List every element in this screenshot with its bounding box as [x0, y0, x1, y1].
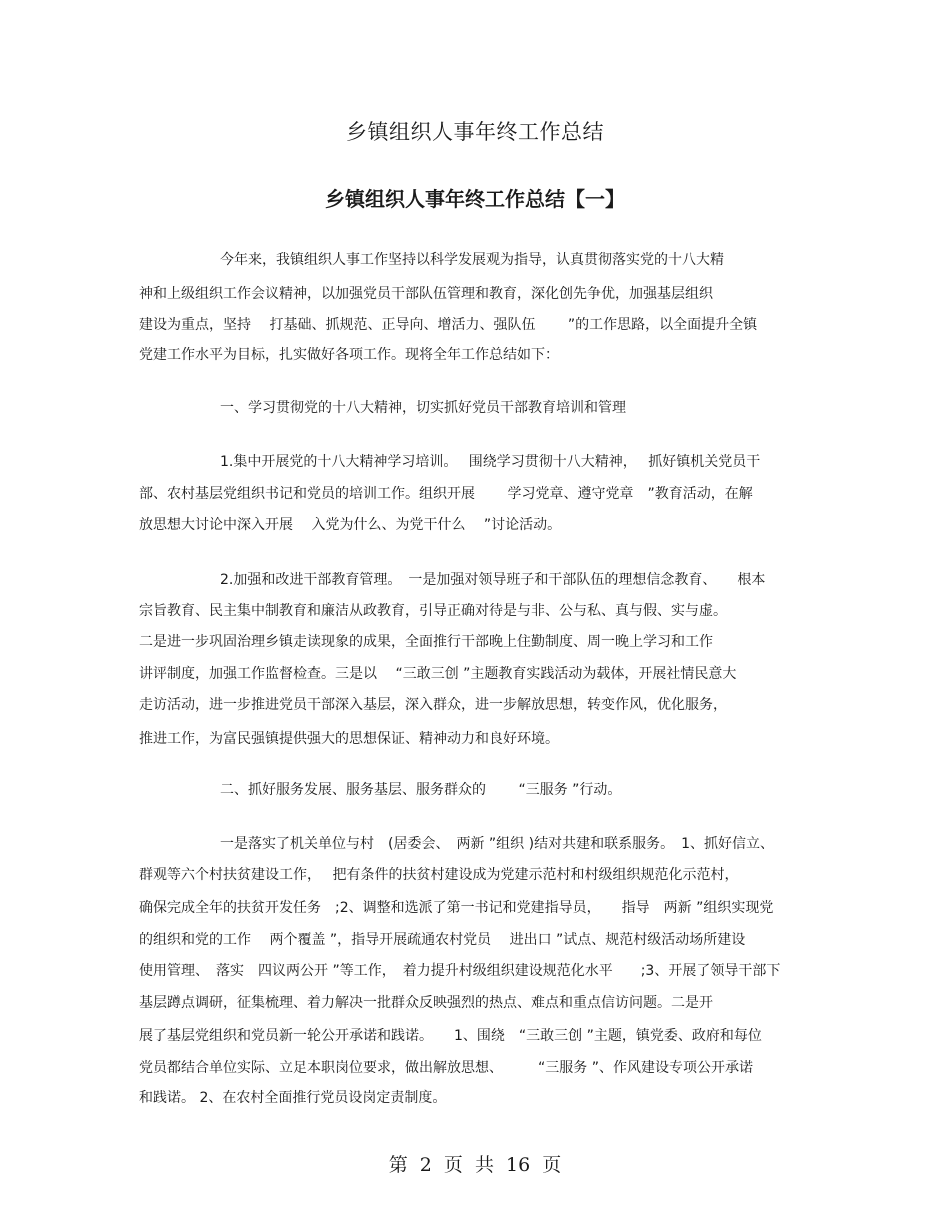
paragraph-line: 二是进一步巩固治理乡镇走读现象的成果，全面推行干部晚上住勤制度、周一晚上学习和工作	[139, 634, 713, 650]
paragraph-line: 1.集中开展党的十八大精神学习培训。 围绕学习贯彻十八大精神， 抓好镇机关党员干	[220, 454, 761, 470]
paragraph-line: 神和上级组织工作会议精神，以加强党员干部队伍管理和教育，深化创先争优，加强基层组织	[139, 286, 713, 302]
paragraph-line: 群观等六个村扶贫建设工作， 把有条件的扶贫村建设成为党建示范村和村级组织规范化示范村，	[139, 867, 739, 883]
paragraph-line: 的组织和党的工作 两个覆盖 ”，指导开展疏通农村党员 进出口 ”试点、规范村级活动场所建设	[139, 932, 746, 948]
paragraph-line: 今年来，我镇组织人事工作坚持以科学发展观为指导，认真贯彻落实党的十八大精	[220, 252, 724, 268]
paragraph-line: 基层蹲点调研，征集梳理、着力解决一批群众反映强烈的热点、难点和重点信访问题。二是开	[139, 995, 713, 1011]
paragraph-line: 使用管理、 落实 四议两公开 ”等工作， 着力提升村级组织建设规范化水平 ;3、开展了领导干部下	[139, 963, 781, 979]
section-heading: 一、学习贯彻党的十八大精神，切实抓好党员干部教育培训和管理	[220, 400, 626, 416]
paragraph-line: 放思想大讨论中深入开展 入党为什么、为党干什么 ”讨论活动。	[139, 517, 562, 533]
page-number: 第 2 页 共 16 页	[388, 1154, 562, 1176]
section-heading: 二、抓好服务发展、服务基层、服务群众的 “三服务 ”行动。	[220, 782, 622, 798]
paragraph-line: 和践诺。 2、在农村全面推行党员设岗定责制度。	[139, 1090, 447, 1106]
paragraph-line: 确保完成全年的扶贫开发任务 ;2、调整和选派了第一书记和党建指导员， 指导 两新 ”组织实现党	[139, 900, 774, 916]
paragraph-line: 党员都结合单位实际、立足本职岗位要求，做出解放思想、 “三服务 ”、作风建设专项公开承诺	[139, 1060, 753, 1076]
paragraph-line: 讲评制度，加强工作监督检查。三是以 “三敢三创 ”主题教育实践活动为载体，开展社情民意大	[139, 666, 737, 682]
paragraph-line: 2.加强和改进干部教育管理。 一是加强对领导班子和干部队伍的理想信念教育、 根本	[220, 572, 766, 588]
document-title: 乡镇组织人事年终工作总结	[346, 120, 604, 144]
paragraph-line: 展了基层党组织和党员新一轮公开承诺和践诺。 1、围绕 “三敢三创 ”主题，镇党委、政府和每位	[139, 1028, 762, 1044]
paragraph-line: 党建工作水平为目标，扎实做好各项工作。现将全年工作总结如下：	[139, 347, 559, 363]
document-subtitle: 乡镇组织人事年终工作总结【一】	[325, 187, 625, 211]
paragraph-line: 建设为重点，坚持 打基础、抓规范、正导向、增活力、强队伍 ”的工作思路，以全面提升全镇	[139, 317, 758, 333]
paragraph-line: 推进工作，为富民强镇提供强大的思想保证、精神动力和良好环境。	[139, 731, 559, 747]
paragraph-line: 宗旨教育、民主集中制教育和廉洁从政教育，引导正确对待是与非、公与私、真与假、实与虚。	[139, 603, 727, 619]
paragraph-line: 一是落实了机关单位与村 (居委会、 两新 ”组织 )结对共建和联系服务。 1、抓好信立、	[220, 836, 774, 852]
paragraph-line: 部、农村基层党组织书记和党员的培训工作。组织开展 学习党章、遵守党章 ”教育活动，在解	[139, 486, 753, 502]
paragraph-line: 走访活动，进一步推进党员干部深入基层，深入群众，进一步解放思想，转变作风，优化服务，	[139, 697, 727, 713]
